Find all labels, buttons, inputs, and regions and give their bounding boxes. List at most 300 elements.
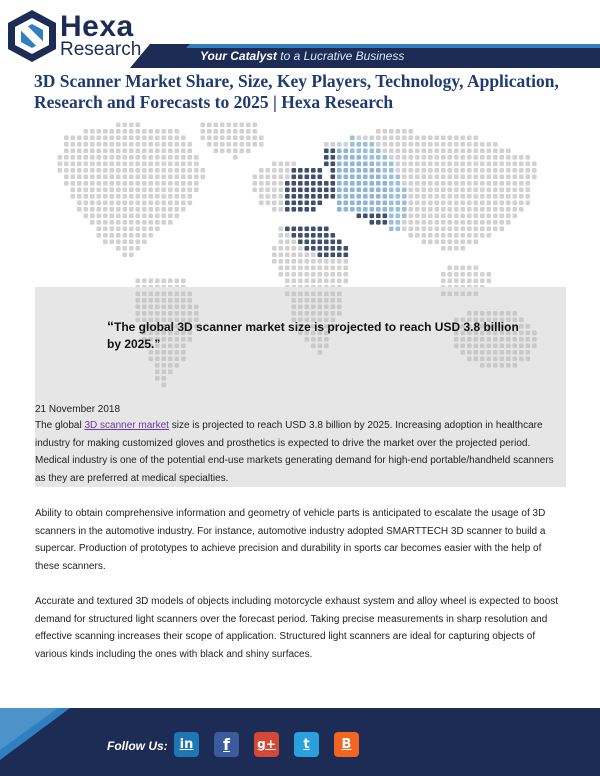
map-dot	[467, 194, 472, 199]
map-dot	[292, 292, 297, 297]
map-dot	[142, 233, 147, 238]
map-dot	[422, 149, 427, 154]
map-dot	[253, 123, 258, 128]
map-dot	[513, 201, 518, 206]
map-dot	[253, 136, 258, 141]
map-dot	[383, 194, 388, 199]
map-dot	[493, 175, 498, 180]
map-dot	[519, 155, 524, 160]
map-dot	[344, 142, 349, 147]
map-dot	[435, 149, 440, 154]
map-dot	[493, 227, 498, 232]
map-dot	[155, 363, 160, 368]
map-dot	[175, 292, 180, 297]
map-dot	[110, 129, 115, 134]
map-dot	[155, 201, 160, 206]
map-dot	[168, 207, 173, 212]
map-dot	[331, 279, 336, 284]
map-dot	[103, 129, 108, 134]
map-dot	[298, 194, 303, 199]
map-dot	[454, 220, 459, 225]
map-dot	[259, 136, 264, 141]
map-dot	[441, 214, 446, 219]
map-dot	[402, 155, 407, 160]
map-dot	[467, 266, 472, 271]
map-dot	[285, 162, 290, 167]
map-dot	[363, 168, 368, 173]
map-dot	[201, 129, 206, 134]
map-dot	[402, 207, 407, 212]
map-dot	[181, 175, 186, 180]
map-dot	[90, 194, 95, 199]
map-dot	[292, 168, 297, 173]
map-dot	[448, 175, 453, 180]
map-dot	[292, 194, 297, 199]
map-dot	[97, 201, 102, 206]
linkedin-icon[interactable]: in	[174, 732, 199, 757]
map-dot	[116, 162, 121, 167]
map-dot	[415, 175, 420, 180]
map-dot	[298, 292, 303, 297]
map-dot	[227, 123, 232, 128]
map-dot	[305, 298, 310, 303]
map-dot	[110, 175, 115, 180]
map-dot	[435, 181, 440, 186]
map-dot	[175, 214, 180, 219]
map-dot	[441, 162, 446, 167]
facebook-icon[interactable]: f	[214, 732, 239, 757]
map-dot	[324, 240, 329, 245]
map-dot	[129, 136, 134, 141]
map-dot	[513, 155, 518, 160]
map-dot	[149, 207, 154, 212]
map-dot	[376, 181, 381, 186]
map-dot	[162, 220, 167, 225]
map-dot	[500, 357, 505, 362]
map-dot	[396, 201, 401, 206]
map-dot	[103, 142, 108, 147]
map-dot	[480, 175, 485, 180]
map-dot	[422, 168, 427, 173]
map-dot	[383, 136, 388, 141]
map-dot	[480, 201, 485, 206]
map-dot	[344, 188, 349, 193]
map-dot	[363, 194, 368, 199]
map-dot	[337, 246, 342, 251]
map-dot	[136, 194, 141, 199]
map-dot	[350, 168, 355, 173]
map-dot	[344, 259, 349, 264]
map-dot	[149, 142, 154, 147]
map-dot	[402, 129, 407, 134]
map-dot	[357, 142, 362, 147]
map-dot	[142, 240, 147, 245]
map-dot	[461, 188, 466, 193]
map-dot	[311, 253, 316, 258]
map-dot	[422, 175, 427, 180]
map-dot	[383, 214, 388, 219]
map-dot	[168, 357, 173, 362]
map-dot	[441, 168, 446, 173]
map-dot	[337, 201, 342, 206]
map-dot	[428, 220, 433, 225]
map-dot	[441, 272, 446, 277]
map-dot	[162, 292, 167, 297]
map-dot	[272, 207, 277, 212]
map-dot	[396, 181, 401, 186]
map-dot	[493, 181, 498, 186]
map-dot	[513, 194, 518, 199]
map-dot	[532, 162, 537, 167]
map-dot	[331, 266, 336, 271]
map-dot	[175, 168, 180, 173]
map-dot	[123, 175, 128, 180]
map-dot	[415, 233, 420, 238]
map-dot	[383, 207, 388, 212]
map-dot	[487, 357, 492, 362]
map-dot	[97, 227, 102, 232]
map-dot	[415, 155, 420, 160]
map-dot	[376, 188, 381, 193]
map-dot	[441, 175, 446, 180]
map-dot	[123, 162, 128, 167]
map-dot	[448, 227, 453, 232]
map-dot	[493, 357, 498, 362]
map-dot	[77, 181, 82, 186]
map-dot	[298, 246, 303, 251]
map-dot	[467, 272, 472, 277]
map-dot	[155, 142, 160, 147]
map-dot	[168, 220, 173, 225]
map-dot	[487, 188, 492, 193]
map-dot	[454, 188, 459, 193]
map-dot	[376, 168, 381, 173]
map-dot	[214, 149, 219, 154]
map-dot	[155, 175, 160, 180]
map-dot	[415, 181, 420, 186]
map-dot	[318, 181, 323, 186]
map-dot	[305, 305, 310, 310]
map-dot	[448, 292, 453, 297]
map-dot	[90, 162, 95, 167]
map-dot	[136, 162, 141, 167]
map-dot	[500, 201, 505, 206]
map-dot	[64, 142, 69, 147]
map-dot	[181, 149, 186, 154]
map-dot	[272, 259, 277, 264]
map-dot	[428, 214, 433, 219]
map-dot	[461, 168, 466, 173]
map-dot	[344, 266, 349, 271]
map-dot	[324, 305, 329, 310]
map-dot	[305, 168, 310, 173]
map-dot	[162, 175, 167, 180]
map-dot	[194, 168, 199, 173]
map-dot	[90, 181, 95, 186]
map-dot	[285, 201, 290, 206]
map-dot	[298, 298, 303, 303]
paragraph-1-rest: size is projected to reach USD 3.8 billion by 2025. Increasing adoption in healthcare industry for making customized gloves and prosthetics is expected to drive the market over the projected period. Medical industry is one of the potential end-use markets generating demand for high-end portable/handheld scanners as they are preferred at medical specialties.	[35, 420, 554, 484]
map-dot	[526, 168, 531, 173]
map-dot	[324, 298, 329, 303]
map-dot	[493, 162, 498, 167]
map-dot	[162, 207, 167, 212]
map-dot	[461, 136, 466, 141]
map-dot	[513, 214, 518, 219]
map-dot	[162, 298, 167, 303]
map-dot	[461, 181, 466, 186]
map-dot	[337, 168, 342, 173]
map-dot	[103, 207, 108, 212]
map-dot	[519, 201, 524, 206]
map-dot	[318, 227, 323, 232]
map-dot	[279, 175, 284, 180]
map-dot	[77, 155, 82, 160]
map-dot	[389, 188, 394, 193]
map-dot	[279, 259, 284, 264]
map-dot	[506, 207, 511, 212]
map-dot	[324, 155, 329, 160]
map-dot	[441, 233, 446, 238]
map-dot	[318, 298, 323, 303]
map-dot	[474, 168, 479, 173]
map-dot	[467, 162, 472, 167]
map-dot	[376, 142, 381, 147]
map-dot	[123, 207, 128, 212]
map-dot	[168, 194, 173, 199]
map-dot	[409, 220, 414, 225]
map-dot	[97, 155, 102, 160]
map-dot	[97, 214, 102, 219]
map-dot	[487, 194, 492, 199]
map-dot	[272, 188, 277, 193]
map-dot	[324, 162, 329, 167]
map-dot	[383, 168, 388, 173]
map-dot	[396, 136, 401, 141]
map-dot	[97, 233, 102, 238]
map-dot	[376, 129, 381, 134]
map-dot	[337, 266, 342, 271]
map-dot	[58, 162, 63, 167]
map-dot	[461, 194, 466, 199]
map-dot	[168, 175, 173, 180]
map-dot	[136, 207, 141, 212]
map-dot	[532, 337, 537, 342]
map-dot	[181, 194, 186, 199]
map-dot	[448, 279, 453, 284]
map-dot	[487, 149, 492, 154]
map-dot	[428, 155, 433, 160]
map-dot	[376, 155, 381, 160]
map-dot	[474, 155, 479, 160]
map-dot	[506, 149, 511, 154]
map-dot	[305, 227, 310, 232]
map-dot	[389, 168, 394, 173]
map-dot	[506, 357, 511, 362]
map-dot	[474, 279, 479, 284]
map-dot	[97, 175, 102, 180]
map-dot	[506, 181, 511, 186]
map-dot	[350, 201, 355, 206]
map-dot	[246, 142, 251, 147]
map-dot	[292, 253, 297, 258]
map-dot	[409, 201, 414, 206]
map-dot	[207, 129, 212, 134]
map-dot	[318, 168, 323, 173]
map-dot	[103, 181, 108, 186]
map-dot	[487, 142, 492, 147]
map-dot	[409, 181, 414, 186]
map-dot	[110, 207, 115, 212]
map-dot	[155, 194, 160, 199]
map-dot	[279, 188, 284, 193]
map-dot	[129, 207, 134, 212]
map-dot	[422, 207, 427, 212]
map-dot	[168, 311, 173, 316]
map-dot	[175, 155, 180, 160]
map-dot	[194, 162, 199, 167]
map-dot	[487, 220, 492, 225]
map-dot	[331, 305, 336, 310]
map-dot	[116, 188, 121, 193]
map-dot	[500, 311, 505, 316]
map-dot	[188, 305, 193, 310]
map-dot	[331, 259, 336, 264]
map-dot	[461, 207, 466, 212]
map-dot	[64, 181, 69, 186]
map-dot	[448, 201, 453, 206]
google-plus-icon[interactable]: g+	[254, 732, 279, 757]
map-dot	[162, 214, 167, 219]
map-dot	[324, 272, 329, 277]
map-dot	[506, 201, 511, 206]
map-dot	[123, 233, 128, 238]
map-dot	[285, 181, 290, 186]
map-dot	[279, 194, 284, 199]
map-dot	[168, 298, 173, 303]
map-dot	[110, 201, 115, 206]
map-dot	[292, 305, 297, 310]
map-dot	[220, 149, 225, 154]
tagline-bold: Your Catalyst	[200, 49, 277, 63]
map-dot	[305, 188, 310, 193]
map-dot	[318, 272, 323, 277]
map-dot	[136, 129, 141, 134]
pull-quote	[107, 318, 527, 353]
map-dot	[428, 188, 433, 193]
map-dot	[90, 201, 95, 206]
map-dot	[474, 233, 479, 238]
map-dot	[181, 168, 186, 173]
map-dot	[285, 240, 290, 245]
map-dot	[344, 149, 349, 154]
map-dot	[116, 220, 121, 225]
map-dot	[110, 149, 115, 154]
map-dot	[357, 168, 362, 173]
map-dot	[474, 220, 479, 225]
map-dot	[396, 220, 401, 225]
map-dot	[376, 207, 381, 212]
map-dot	[337, 155, 342, 160]
map-dot	[292, 246, 297, 251]
map-dot	[422, 142, 427, 147]
map-dot	[129, 194, 134, 199]
map-dot	[162, 142, 167, 147]
blogger-icon[interactable]: B	[334, 732, 359, 757]
map-dot	[363, 181, 368, 186]
map-dot	[474, 227, 479, 232]
map-dot	[435, 194, 440, 199]
map-dot	[324, 233, 329, 238]
map-dot	[305, 181, 310, 186]
twitter-icon[interactable]: t	[294, 732, 319, 757]
map-dot	[253, 129, 258, 134]
map-dot	[487, 162, 492, 167]
map-dot	[116, 201, 121, 206]
map-dot	[370, 149, 375, 154]
map-dot	[500, 181, 505, 186]
hexa-research-logo[interactable]	[4, 8, 154, 64]
map-dot	[519, 188, 524, 193]
map-dot	[233, 149, 238, 154]
map-dot	[162, 357, 167, 362]
map-dot	[305, 259, 310, 264]
map-dot	[441, 292, 446, 297]
map-dot	[142, 188, 147, 193]
map-dot	[370, 162, 375, 167]
map-dot	[136, 181, 141, 186]
map-dot	[129, 214, 134, 219]
map-dot	[480, 220, 485, 225]
map-dot	[285, 259, 290, 264]
map-dot	[370, 220, 375, 225]
map-dot	[103, 162, 108, 167]
map-dot	[435, 227, 440, 232]
map-dot	[90, 188, 95, 193]
map-dot	[467, 175, 472, 180]
map-dot	[467, 227, 472, 232]
map-dot	[526, 201, 531, 206]
map-dot	[84, 194, 89, 199]
map-dot	[298, 207, 303, 212]
map-dot	[149, 201, 154, 206]
map-dot	[337, 188, 342, 193]
map-dot	[344, 162, 349, 167]
3d-scanner-market-link[interactable]: 3D scanner market	[84, 420, 169, 431]
map-dot	[474, 149, 479, 154]
map-dot	[136, 298, 141, 303]
map-dot	[123, 188, 128, 193]
map-dot	[519, 168, 524, 173]
map-dot	[363, 155, 368, 160]
map-dot	[519, 162, 524, 167]
map-dot	[142, 194, 147, 199]
map-dot	[246, 149, 251, 154]
map-dot	[162, 188, 167, 193]
map-dot	[298, 305, 303, 310]
map-dot	[318, 279, 323, 284]
map-dot	[142, 201, 147, 206]
map-dot	[376, 162, 381, 167]
map-dot	[110, 181, 115, 186]
map-dot	[500, 162, 505, 167]
map-dot	[305, 207, 310, 212]
map-dot	[142, 142, 147, 147]
map-dot	[428, 168, 433, 173]
map-dot	[493, 214, 498, 219]
map-dot	[331, 292, 336, 297]
map-dot	[363, 142, 368, 147]
